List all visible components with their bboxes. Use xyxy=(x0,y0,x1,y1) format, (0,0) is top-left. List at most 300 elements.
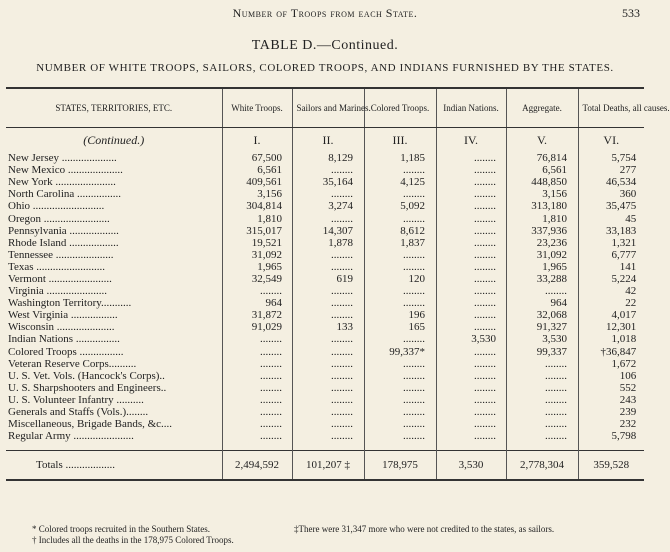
cell-value xyxy=(364,418,436,430)
cell-value xyxy=(222,430,292,442)
cell-value xyxy=(436,297,506,309)
cell-value-text: 31,872 xyxy=(251,309,282,322)
spacer-cell xyxy=(364,442,436,451)
cell-value-text: ........ xyxy=(260,369,282,382)
totals-label: Totals .................. xyxy=(6,451,222,481)
cell-value xyxy=(578,382,644,394)
cell-value-text: 101,207 ‡ xyxy=(306,459,350,472)
column-header: Indian Nations. xyxy=(436,88,506,128)
roman-numeral-row xyxy=(6,128,644,153)
cell-value xyxy=(292,309,364,321)
spacer-cell xyxy=(292,442,364,451)
row-label: U. S. Volunteer Infantry .......... xyxy=(8,393,144,406)
cell-value-text: 141 xyxy=(619,260,637,273)
cell-value-text: 35,164 xyxy=(322,176,353,189)
cell-value-text: 3,530 xyxy=(542,333,567,346)
cell-value xyxy=(222,200,292,212)
cell-value xyxy=(578,212,644,224)
cell-value xyxy=(436,188,506,200)
cell-value-text: ........ xyxy=(545,406,567,419)
cell-value-text: 360 xyxy=(619,188,637,201)
row-label: U. S. Vet. Vols. (Hancock's Corps).. xyxy=(8,369,165,382)
column-header: STATES, TERRITORIES, ETC. xyxy=(6,88,222,128)
row-label: Miscellaneous, Brigade Bands, &c.... xyxy=(8,418,173,431)
cell-value xyxy=(292,285,364,297)
cell-value xyxy=(222,164,292,176)
cell-value xyxy=(506,285,578,297)
table-row xyxy=(6,382,644,394)
cell-value-text: 239 xyxy=(619,406,637,419)
cell-value-text: ........ xyxy=(474,369,496,382)
cell-value-text: 133 xyxy=(336,321,353,334)
cell-value-text: 5,754 xyxy=(611,152,637,165)
cell-value xyxy=(578,225,644,237)
cell-value xyxy=(292,237,364,249)
cell-value-text: 91,029 xyxy=(251,321,282,334)
cell-value-text: ........ xyxy=(474,176,496,189)
cell-value-text: 3,274 xyxy=(328,200,353,213)
cell-value-text: ........ xyxy=(474,212,496,225)
cell-value xyxy=(578,394,644,406)
cell-value xyxy=(578,333,644,345)
cell-value-text: 1,185 xyxy=(400,152,425,165)
row-label: New Jersey .................... xyxy=(8,152,117,165)
cell-value xyxy=(292,273,364,285)
table-row xyxy=(6,176,644,188)
cell-value xyxy=(436,237,506,249)
cell-value xyxy=(364,346,436,358)
cell-value-text: 33,288 xyxy=(536,272,567,285)
column-header: Colored Troops. xyxy=(364,88,436,128)
cell-value-text: 1,018 xyxy=(611,333,637,346)
cell-value xyxy=(222,212,292,224)
cell-value-text: 5,798 xyxy=(611,430,637,443)
cell-value-text: ........ xyxy=(403,212,425,225)
table-row xyxy=(6,164,644,176)
cell-value xyxy=(222,370,292,382)
cell-value xyxy=(436,261,506,273)
cell-value xyxy=(506,333,578,345)
cell-value xyxy=(578,164,644,176)
cell-value xyxy=(436,164,506,176)
cell-value-text: ........ xyxy=(403,260,425,273)
row-label: Wisconsin ..................... xyxy=(8,321,115,334)
table-row xyxy=(6,346,644,358)
footnote-star: * Colored troops recruited in the Southern States. xyxy=(32,524,210,534)
cell-value xyxy=(292,176,364,188)
column-header: Sailors and Marines. xyxy=(292,88,364,128)
cell-value xyxy=(506,176,578,188)
cell-value-text: ........ xyxy=(474,309,496,322)
cell-value xyxy=(292,394,364,406)
row-label: Indian Nations ................ xyxy=(8,333,120,346)
cell-value xyxy=(436,176,506,188)
cell-value xyxy=(578,370,644,382)
cell-value xyxy=(222,451,292,481)
cell-value xyxy=(578,321,644,333)
table-subtitle: NUMBER OF WHITE TROOPS, SAILORS, COLORED TROOPS, AND INDIANS FURNISHED BY THE STATES. xyxy=(36,62,614,74)
cell-value-text: ........ xyxy=(545,357,567,370)
cell-value xyxy=(436,249,506,261)
cell-value-text: ........ xyxy=(474,248,496,261)
cell-value xyxy=(292,164,364,176)
cell-value xyxy=(222,152,292,164)
cell-value xyxy=(222,261,292,273)
roman-numeral: II. xyxy=(292,128,364,153)
table-row xyxy=(6,297,644,309)
cell-value-text: 4,125 xyxy=(400,176,425,189)
cell-value-text: 31,092 xyxy=(536,248,567,261)
table-row xyxy=(6,273,644,285)
cell-value-text: ........ xyxy=(260,357,282,370)
cell-value-text: ........ xyxy=(331,188,353,201)
cell-value-text: ........ xyxy=(474,321,496,334)
cell-value-text: 619 xyxy=(336,272,353,285)
cell-value xyxy=(222,406,292,418)
cell-value-text: 106 xyxy=(619,369,637,382)
cell-value-text: 178,975 xyxy=(382,459,418,472)
cell-value-text: 304,814 xyxy=(246,200,282,213)
cell-value xyxy=(364,152,436,164)
cell-value xyxy=(506,451,578,481)
cell-value-text: 1,837 xyxy=(400,236,425,249)
table-row xyxy=(6,249,644,261)
cell-value xyxy=(578,297,644,309)
table-row xyxy=(6,430,644,442)
cell-value-text: ........ xyxy=(474,345,496,358)
cell-value-text: 359,528 xyxy=(593,459,630,472)
cell-value-text: 32,549 xyxy=(251,272,282,285)
cell-value xyxy=(222,394,292,406)
roman-numeral: V. xyxy=(506,128,578,153)
table-row xyxy=(6,152,644,164)
cell-value-text: 14,307 xyxy=(322,224,353,237)
cell-value-text: ........ xyxy=(260,333,282,346)
cell-value xyxy=(292,297,364,309)
cell-value xyxy=(364,212,436,224)
cell-value xyxy=(292,249,364,261)
cell-value xyxy=(506,261,578,273)
cell-value-text: ........ xyxy=(474,285,496,298)
cell-value-text: 99,337* xyxy=(389,345,425,358)
cell-value xyxy=(364,249,436,261)
spacer-cell xyxy=(436,442,506,451)
cell-value xyxy=(436,309,506,321)
cell-value-text: ........ xyxy=(260,393,282,406)
cell-value-text: ........ xyxy=(260,381,282,394)
running-head xyxy=(0,6,650,22)
cell-value-text: 1,321 xyxy=(611,236,637,249)
cell-value-text: 120 xyxy=(408,272,425,285)
cell-value-text: 964 xyxy=(265,297,282,310)
footnote-double-dagger: ‡There were 31,347 more who were not credited to the states, as sailors. xyxy=(294,524,555,534)
cell-value xyxy=(578,285,644,297)
cell-value xyxy=(506,418,578,430)
cell-value xyxy=(578,176,644,188)
cell-value xyxy=(292,225,364,237)
cell-value-text: 23,236 xyxy=(536,236,567,249)
column-header: Aggregate. xyxy=(506,88,578,128)
footnote-dagger: † Includes all the deaths in the 178,975 Colored Troops. xyxy=(32,535,234,545)
cell-value-text: ........ xyxy=(260,430,282,443)
cell-value xyxy=(506,370,578,382)
cell-value-text: 1,878 xyxy=(328,236,353,249)
cell-value xyxy=(222,273,292,285)
cell-value-text: 45 xyxy=(625,212,637,225)
cell-value-text: ........ xyxy=(331,369,353,382)
cell-value-text: 3,156 xyxy=(257,188,282,201)
cell-value xyxy=(578,273,644,285)
cell-value-text: 8,129 xyxy=(328,152,353,165)
cell-value xyxy=(364,164,436,176)
cell-value xyxy=(222,358,292,370)
cell-value xyxy=(292,200,364,212)
cell-value xyxy=(436,394,506,406)
cell-value xyxy=(292,333,364,345)
spacer-row xyxy=(6,442,644,451)
cell-value-text: ........ xyxy=(403,393,425,406)
row-label: Washington Territory........... xyxy=(8,297,132,310)
cell-value-text: ........ xyxy=(474,430,496,443)
cell-value xyxy=(222,333,292,345)
cell-value-text: ........ xyxy=(474,224,496,237)
cell-value-text: 35,475 xyxy=(606,200,637,213)
spacer-cell xyxy=(6,442,222,451)
table-row xyxy=(6,309,644,321)
cell-value-text: 1,810 xyxy=(542,212,567,225)
cell-value xyxy=(506,273,578,285)
cell-value xyxy=(292,212,364,224)
cell-value-text: ........ xyxy=(474,164,496,177)
cell-value-text: 277 xyxy=(619,164,637,177)
cell-value xyxy=(436,285,506,297)
table-row xyxy=(6,225,644,237)
cell-value-text: ........ xyxy=(403,430,425,443)
table-row xyxy=(6,418,644,430)
cell-value xyxy=(292,418,364,430)
table-row xyxy=(6,200,644,212)
cell-value xyxy=(506,309,578,321)
cell-value-text: 5,224 xyxy=(611,272,637,285)
continued-label: (Continued.) xyxy=(83,132,145,147)
cell-value-text: ........ xyxy=(474,393,496,406)
row-label: Rhode Island .................. xyxy=(8,236,119,249)
cell-value-text: 6,561 xyxy=(542,164,567,177)
cell-value-text: 31,092 xyxy=(251,248,282,261)
cell-value xyxy=(436,418,506,430)
cell-value-text: 243 xyxy=(619,393,637,406)
cell-value xyxy=(222,225,292,237)
row-label: Generals and Staffs (Vols.)........ xyxy=(8,406,149,419)
cell-value xyxy=(506,212,578,224)
cell-value xyxy=(436,451,506,481)
cell-value-text: ........ xyxy=(331,345,353,358)
cell-value xyxy=(506,406,578,418)
cell-value xyxy=(436,212,506,224)
cell-value-text: ........ xyxy=(403,248,425,261)
cell-value-text: ........ xyxy=(474,297,496,310)
roman-numeral: I. xyxy=(222,128,292,153)
cell-value xyxy=(506,237,578,249)
cell-value xyxy=(578,249,644,261)
cell-value xyxy=(506,297,578,309)
cell-value-text: ........ xyxy=(474,406,496,419)
cell-value-text: ........ xyxy=(260,406,282,419)
cell-value-text: ........ xyxy=(403,369,425,382)
cell-value xyxy=(436,406,506,418)
cell-value xyxy=(506,394,578,406)
column-header: White Troops. xyxy=(222,88,292,128)
cell-value xyxy=(436,200,506,212)
roman-numeral: III. xyxy=(364,128,436,153)
cell-value xyxy=(436,321,506,333)
cell-value-text: 3,530 xyxy=(458,459,484,472)
cell-value-text: 67,500 xyxy=(251,152,282,165)
cell-value-text: 22 xyxy=(625,297,637,310)
cell-value xyxy=(578,237,644,249)
cell-value-text: 448,850 xyxy=(531,176,567,189)
running-head-title: Number of Troops from each State. xyxy=(232,6,418,20)
cell-value-text: 3,156 xyxy=(542,188,567,201)
cell-value xyxy=(222,321,292,333)
cell-value-text: ........ xyxy=(474,152,496,165)
cell-value xyxy=(578,261,644,273)
cell-value xyxy=(506,152,578,164)
cell-value-text: 1,965 xyxy=(257,260,282,273)
cell-value-text: 6,561 xyxy=(257,164,282,177)
cell-value-text: 409,561 xyxy=(246,176,282,189)
cell-value xyxy=(578,188,644,200)
cell-value-text: ........ xyxy=(403,285,425,298)
cell-value xyxy=(506,382,578,394)
cell-value-text: ........ xyxy=(331,357,353,370)
cell-value xyxy=(506,164,578,176)
cell-value xyxy=(292,321,364,333)
cell-value-text: 19,521 xyxy=(251,236,282,249)
cell-value xyxy=(578,406,644,418)
roman-numeral: IV. xyxy=(436,128,506,153)
cell-value-text: ........ xyxy=(331,248,353,261)
cell-value-text: 33,183 xyxy=(606,224,637,237)
cell-value-text: †36,847 xyxy=(600,345,637,358)
cell-value xyxy=(436,346,506,358)
row-label: New York ...................... xyxy=(8,176,116,189)
cell-value xyxy=(436,333,506,345)
cell-value-text: 2,778,304 xyxy=(520,459,564,472)
row-label: Regular Army ...................... xyxy=(8,430,134,443)
row-label: Texas ......................... xyxy=(8,260,105,273)
row-label: Pennsylvania .................. xyxy=(8,224,119,237)
cell-value-text: 42 xyxy=(625,285,637,298)
cell-value xyxy=(506,358,578,370)
table-row xyxy=(6,370,644,382)
cell-value xyxy=(506,188,578,200)
cell-value xyxy=(364,285,436,297)
cell-value xyxy=(222,418,292,430)
cell-value-text: ........ xyxy=(331,406,353,419)
totals-row xyxy=(6,451,644,481)
row-label: Oregon ........................ xyxy=(8,212,110,225)
cell-value xyxy=(364,273,436,285)
cell-value xyxy=(578,200,644,212)
cell-value xyxy=(292,261,364,273)
table-row xyxy=(6,285,644,297)
cell-value xyxy=(436,273,506,285)
cell-value xyxy=(222,297,292,309)
cell-value xyxy=(506,430,578,442)
cell-value-text: 313,180 xyxy=(531,200,567,213)
cell-value xyxy=(364,297,436,309)
cell-value-text: ........ xyxy=(331,164,353,177)
cell-value-text: ........ xyxy=(331,333,353,346)
table-row xyxy=(6,237,644,249)
cell-value xyxy=(578,152,644,164)
cell-value-text: ........ xyxy=(331,381,353,394)
cell-value-text: 4,017 xyxy=(611,309,637,322)
table-row xyxy=(6,394,644,406)
cell-value-text: 337,936 xyxy=(531,224,567,237)
cell-value xyxy=(292,346,364,358)
cell-value xyxy=(222,176,292,188)
cell-value-text: ........ xyxy=(474,260,496,273)
cell-value-text: 2,494,592 xyxy=(235,459,279,472)
cell-value-text: ........ xyxy=(403,333,425,346)
table-row xyxy=(6,212,644,224)
cell-value xyxy=(578,430,644,442)
troops-table xyxy=(6,87,670,481)
cell-value-text: 315,017 xyxy=(246,224,282,237)
cell-value-text: ........ xyxy=(545,369,567,382)
cell-value xyxy=(364,333,436,345)
cell-value-text: 5,092 xyxy=(400,200,425,213)
cell-value-text: ........ xyxy=(474,418,496,431)
roman-numeral: VI. xyxy=(578,128,644,153)
table-title: TABLE D.—Continued. xyxy=(251,38,399,53)
table-row xyxy=(6,406,644,418)
cell-value xyxy=(364,176,436,188)
cell-value xyxy=(292,370,364,382)
cell-value xyxy=(292,358,364,370)
row-label: Vermont ....................... xyxy=(8,272,112,285)
cell-value-text: ........ xyxy=(260,418,282,431)
cell-value-text: ........ xyxy=(474,272,496,285)
cell-value-text: ........ xyxy=(331,418,353,431)
cell-value-text: 964 xyxy=(550,297,567,310)
cell-value-text: ........ xyxy=(260,285,282,298)
cell-value xyxy=(222,285,292,297)
cell-value xyxy=(506,200,578,212)
cell-value-text: ........ xyxy=(403,297,425,310)
cell-value xyxy=(578,451,644,481)
cell-value xyxy=(364,225,436,237)
cell-value xyxy=(222,346,292,358)
row-label: Veteran Reserve Corps.......... xyxy=(8,357,137,370)
cell-value-text: 232 xyxy=(619,418,637,431)
cell-value xyxy=(292,430,364,442)
cell-value-text: ........ xyxy=(331,393,353,406)
cell-value-text: ........ xyxy=(545,381,567,394)
cell-value-text: ........ xyxy=(403,164,425,177)
cell-value xyxy=(364,237,436,249)
cell-value-text: ........ xyxy=(260,345,282,358)
cell-value-text: 8,612 xyxy=(400,224,425,237)
cell-value xyxy=(222,249,292,261)
row-label: New Mexico .................... xyxy=(8,164,123,177)
cell-value xyxy=(436,152,506,164)
spacer-cell xyxy=(578,442,644,451)
cell-value xyxy=(364,200,436,212)
cell-value xyxy=(292,406,364,418)
